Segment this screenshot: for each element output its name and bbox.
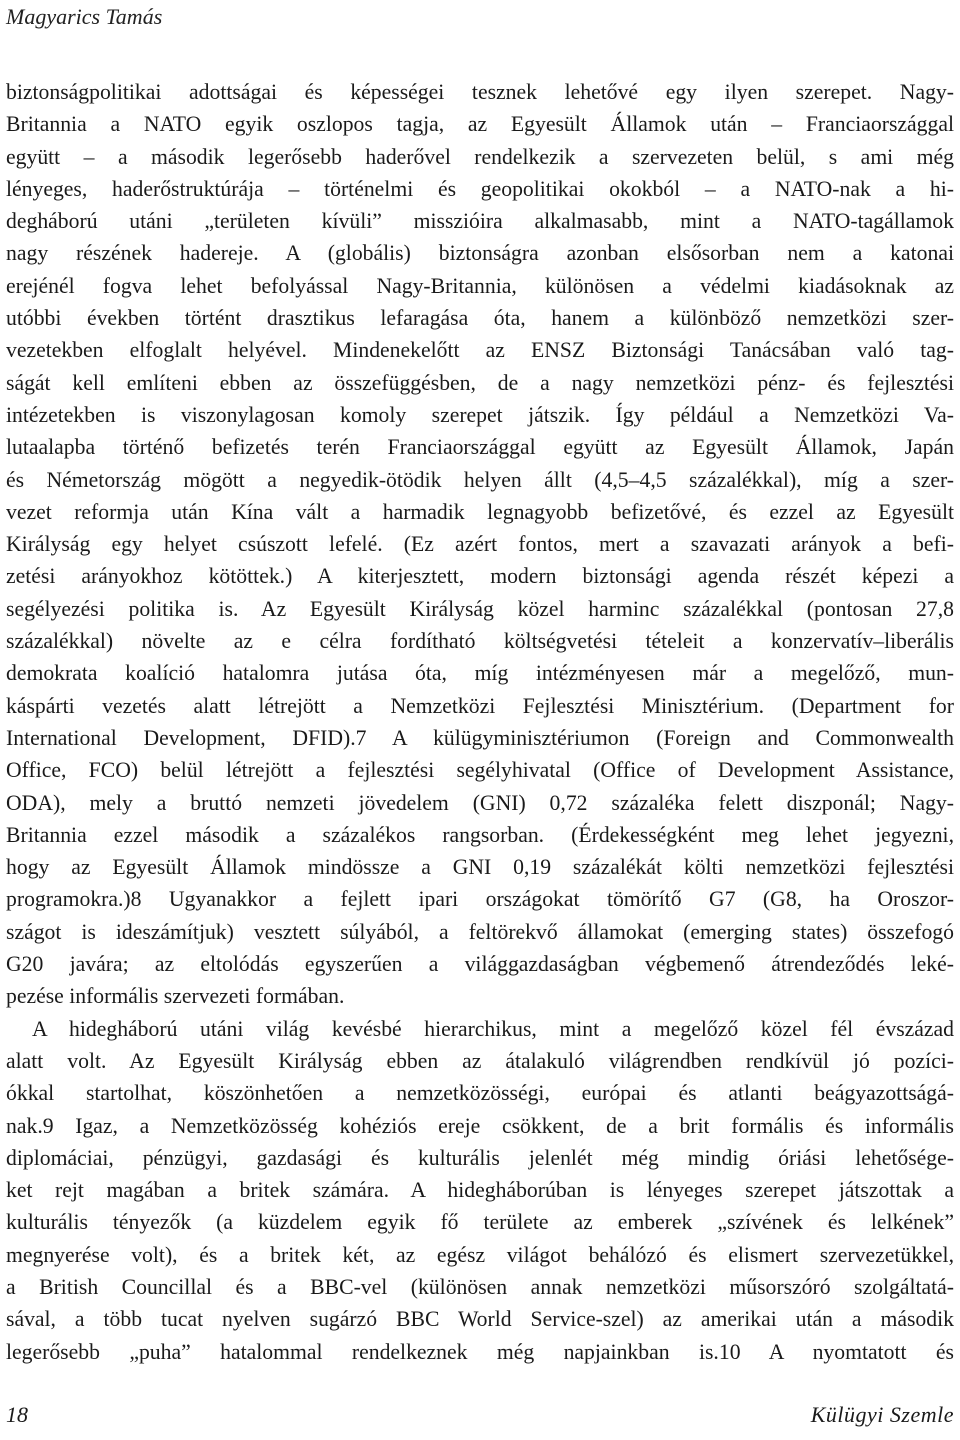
text-line: utóbbi években történt drasztikus lefaragása óta, hanem a különböző nemzetközi szer- — [6, 306, 954, 331]
text-line: zetési arányokhoz kötöttek.) A kiterjesztett, modern biztonsági agenda részét képezi a — [6, 564, 954, 589]
text-line: erejénél fogva lehet befolyással Nagy-Britannia, különösen a védelmi kiadásoknak az — [6, 273, 954, 298]
text-line: programokra.)8 Ugyanakkor a fejlett ipari országokat tömörítő G7 (G8, ha Oroszor- — [6, 887, 954, 912]
text-line: pezése informális szervezeti formában. — [6, 984, 345, 1009]
text-line: ODA), mely a bruttó nemzeti jövedelem (GNI) 0,72 százaléka felett diszponál; Nagy- — [6, 790, 954, 815]
text-line: Britannia a NATO egyik oszlopos tagja, az Egyesült Államok után – Franciaországgal — [6, 112, 954, 137]
text-line: nagy részének hadereje. A (globális) biztonságra azonban elsősorban nem a katonai — [6, 241, 954, 266]
text-line: International Development, DFID).7 A külügyminisztériumon (Foreign and Commonwealth — [6, 725, 954, 750]
text-line: demokrata koalíció hatalomra jutása óta, míg intézményesen már a megelőző, mun- — [6, 661, 954, 686]
text-line: vezet reformja után Kína vált a harmadik legnagyobb befizetővé, és ezzel az Egyesült — [6, 499, 954, 524]
text-line: nak.9 Igaz, a Nemzetközösség kohéziós ereje csökkent, de a brit formális és informális — [6, 1113, 954, 1138]
text-line: lutaalapba történő befizetés terén Franciaországgal együtt az Egyesült Államok, Japán — [6, 435, 954, 460]
running-head-author: Magyarics Tamás — [6, 4, 163, 29]
text-line: kulturális tényezők (a küzdelem egyik fő területe az emberek „szívének és lelkének” — [6, 1210, 954, 1235]
text-line: ket rejt magában a britek számára. A hidegháborúban is lényeges szerepet játszottak a — [6, 1178, 954, 1203]
text-line: G20 javára; az eltolódás egyszerűen a világgazdaságban végbemenő átrendeződés leké- — [6, 952, 954, 977]
text-line: együtt – a második legerősebb haderővel rendelkezik a szervezeten belül, s ami még — [6, 144, 954, 169]
text-line: káspárti vezetés alatt létrejött a Nemzetközi Fejlesztési Minisztérium. (Department for — [6, 693, 954, 718]
text-line: megnyerése volt), és a britek két, az egész világot behálózó és elismert szervezetükkel, — [6, 1242, 954, 1267]
text-line: Office, FCO) belül létrejött a fejlesztési segélyhivatal (Office of Development Assistance, — [6, 758, 954, 783]
text-line: és Németország mögött a negyedik-ötödik helyen állt (4,5–4,5 százalékkal), míg a szer- — [6, 467, 954, 492]
text-line: alatt volt. Az Egyesült Királyság ebben az átalakuló világrendben rendkívül jó pozíci- — [6, 1048, 954, 1073]
journal-title: Külügyi Szemle — [810, 1402, 954, 1427]
text-line: ságát kell említeni ebben az összefüggésben, de a nagy nemzetközi pénz- és fejlesztési — [6, 370, 954, 395]
text-line: lényeges, haderőstruktúrája – történelmi és geopolitikai okokból – a NATO-nak a hi- — [6, 176, 954, 201]
text-line: ókkal startolhat, köszönhetően a nemzetközösségi, európai és atlanti beágyazottságá- — [6, 1081, 954, 1106]
text-line: a British Councillal és a BBC-vel (különösen annak nemzetközi műsorszóró szolgáltatá- — [6, 1274, 954, 1299]
text-line: intézetekben is viszonylagosan komoly szerepet játszik. Így például a Nemzetközi Va- — [6, 402, 954, 427]
page-number: 18 — [6, 1402, 28, 1427]
text-line: sával, a több tucat nyelven sugárzó BBC World Service-szel) az amerikai után a második — [6, 1307, 954, 1332]
body-text — [6, 76, 954, 1368]
text-line: százalékkal) növelte az e célra fordítható költségvetési tételeit a konzervatív–liberális — [6, 629, 954, 654]
text-line: biztonságpolitikai adottságai és képességei tesznek lehetővé egy ilyen szerepet. Nagy- — [6, 80, 954, 104]
text-line: A hidegháború utáni világ kevésbé hierarchikus, mint a megelőző közel fél évszázad — [32, 1016, 954, 1041]
text-line: legerősebb „puha” hatalommal rendelkeznek még napjainkban is.10 A nyomtatott és — [6, 1339, 954, 1364]
text-line: szágot is ideszámítjuk) vesztett súlyából, a feltörekvő államokat (emerging states) összefogó — [6, 919, 954, 944]
text-line: Britannia ezzel második a százalékos rangsorban. (Érdekességként meg lehet jegyezni, — [6, 822, 954, 847]
text-line: diplomáciai, pénzügyi, gazdasági és kulturális jelenlét még mindig óriási lehetősége- — [6, 1145, 954, 1170]
text-line: degháború utáni „területen kívüli” misszióira alkalmasabb, mint a NATO-tagállamok — [6, 209, 954, 234]
text-line: hogy az Egyesült Államok mindössze a GNI 0,19 százalékát költi nemzetközi fejlesztési — [6, 855, 954, 880]
text-line: Királyság egy helyet csúszott lefelé. (Ez azért fontos, mert a szavazati arányok a befi- — [6, 532, 954, 557]
text-line: segélyezési politika is. Az Egyesült Királyság közel harminc százalékkal (pontosan 27,8 — [6, 596, 954, 621]
text-line: vezetekben elfoglalt helyével. Mindenekelőtt az ENSZ Biztonsági Tanácsában való tag- — [6, 338, 954, 363]
